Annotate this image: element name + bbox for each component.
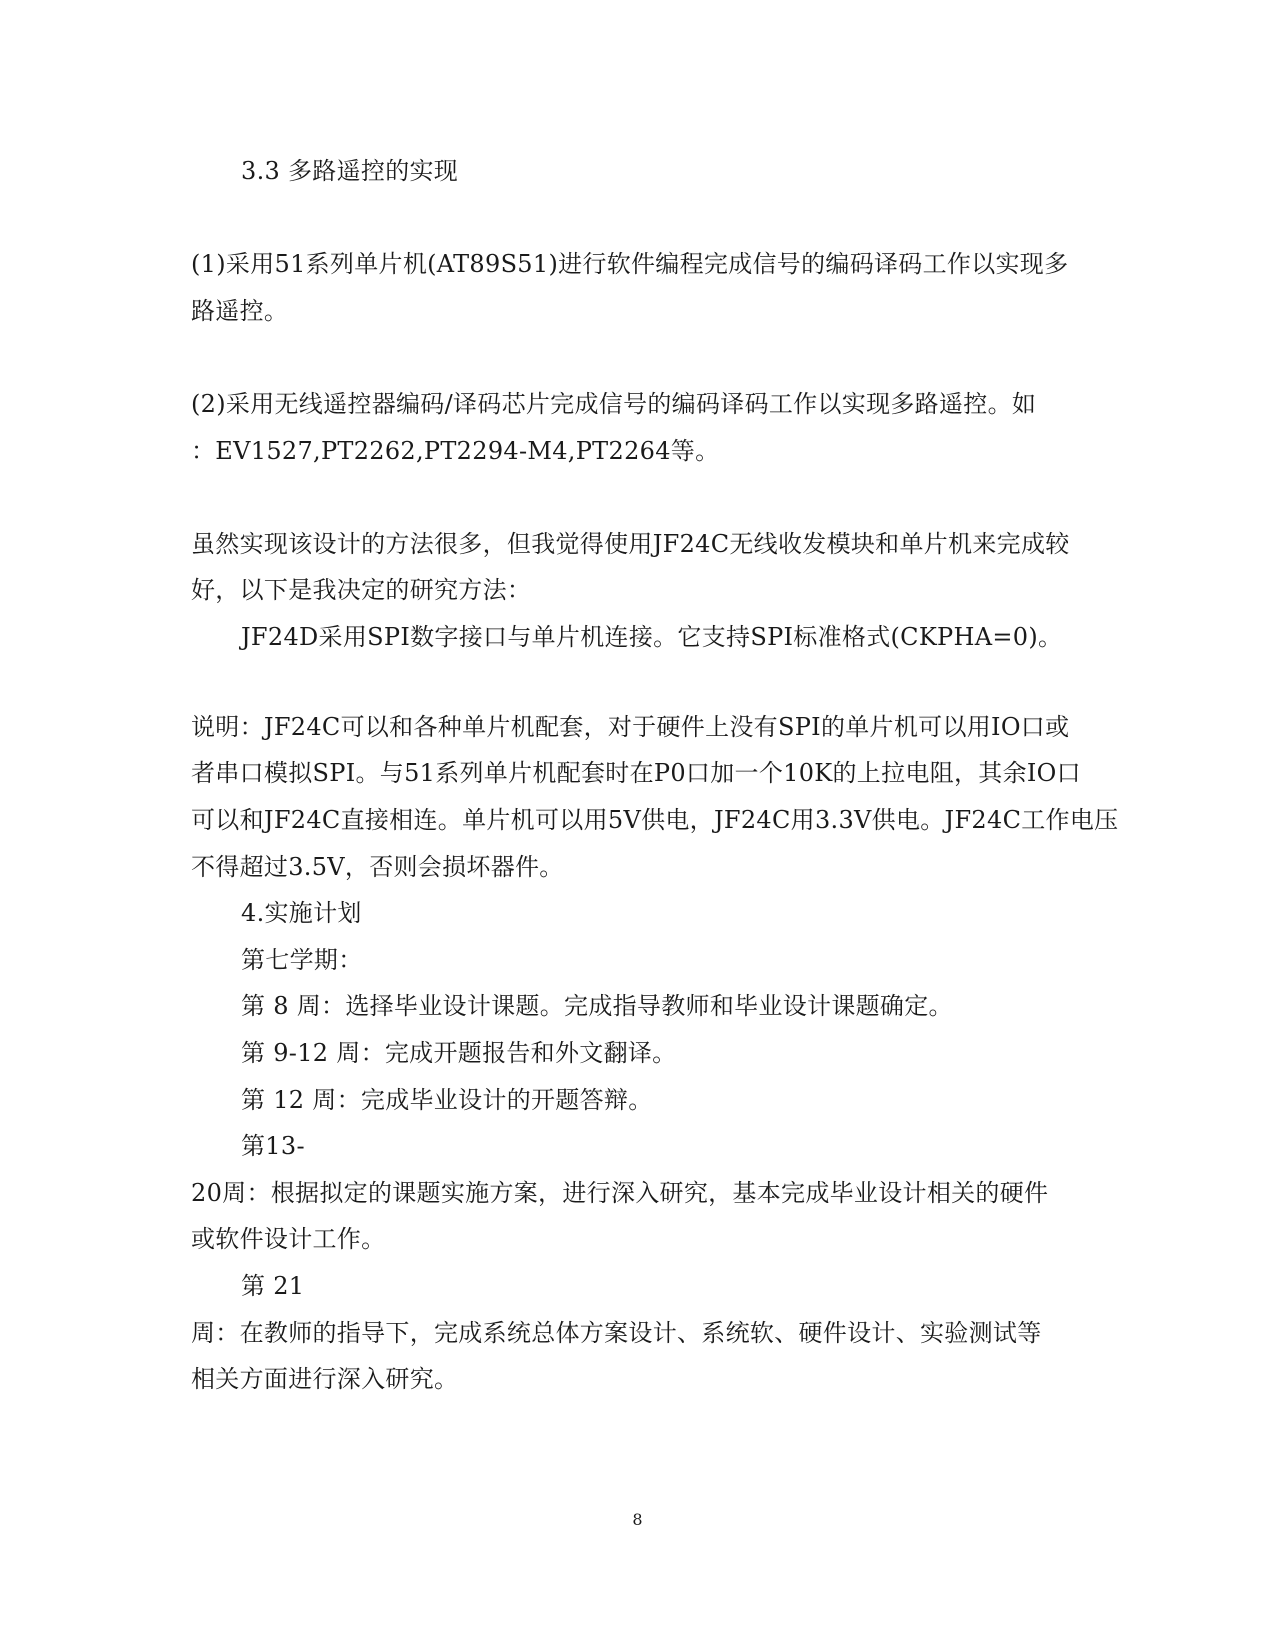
plan-semester: 第七学期： — [241, 946, 363, 974]
paragraph-5-line-4: 不得超过3.5V，否则会损坏器件。 — [191, 853, 564, 881]
paragraph-4-line-1: JF24D采用SPI数字接口与单片机连接。它支持SPI标准格式(CKPHA=0)。 — [241, 623, 1063, 651]
paragraph-1-line-1: (1)采用51系列单片机(AT89S51)进行软件编程完成信号的编码译码工作以实现多 — [191, 250, 1069, 278]
plan-item-4-line-2: 20周：根据拟定的课题实施方案，进行深入研究，基本完成毕业设计相关的硬件 — [191, 1179, 1049, 1207]
plan-item-4-line-3: 或软件设计工作。 — [191, 1225, 386, 1253]
paragraph-5-line-1: 说明：JF24C可以和各种单片机配套，对于硬件上没有SPI的单片机可以用IO口或 — [191, 713, 1070, 741]
paragraph-5-line-2: 者串口模拟SPI。与51系列单片机配套时在P0口加一个10K的上拉电阻，其余IO口 — [191, 759, 1081, 787]
plan-heading: 4.实施计划 — [241, 899, 362, 927]
page-number: 8 — [632, 1510, 643, 1529]
plan-item-5-line-1: 第 21 — [241, 1272, 305, 1300]
plan-item-5-line-3: 相关方面进行深入研究。 — [191, 1365, 459, 1393]
paragraph-2-line-2: ：EV1527,PT2262,PT2294-M4,PT2264等。 — [191, 437, 720, 465]
section-heading: 3.3 多路遥控的实现 — [241, 157, 459, 185]
plan-item-3-line-1: 第 12 周：完成毕业设计的开题答辩。 — [241, 1086, 653, 1114]
paragraph-3-line-1: 虽然实现该设计的方法很多，但我觉得使用JF24C无线收发模块和单片机来完成较 — [191, 530, 1070, 558]
paragraph-1-line-2: 路遥控。 — [191, 297, 289, 325]
plan-item-1-line-1: 第 8 周：选择毕业设计课题。完成指导教师和毕业设计课题确定。 — [241, 992, 953, 1020]
paragraph-5-line-3: 可以和JF24C直接相连。单片机可以用5V供电，JF24C用3.3V供电。JF24C工作电压 — [191, 806, 1119, 834]
paragraph-2-line-1: (2)采用无线遥控器编码/译码芯片完成信号的编码译码工作以实现多路遥控。如 — [191, 390, 1037, 418]
paragraph-3-line-2: 好，以下是我决定的研究方法： — [191, 576, 532, 604]
plan-item-5-line-2: 周：在教师的指导下，完成系统总体方案设计、系统软、硬件设计、实验测试等 — [191, 1319, 1042, 1347]
plan-item-4-line-1: 第13- — [241, 1132, 305, 1160]
plan-item-2-line-1: 第 9-12 周：完成开题报告和外文翻译。 — [241, 1039, 677, 1067]
